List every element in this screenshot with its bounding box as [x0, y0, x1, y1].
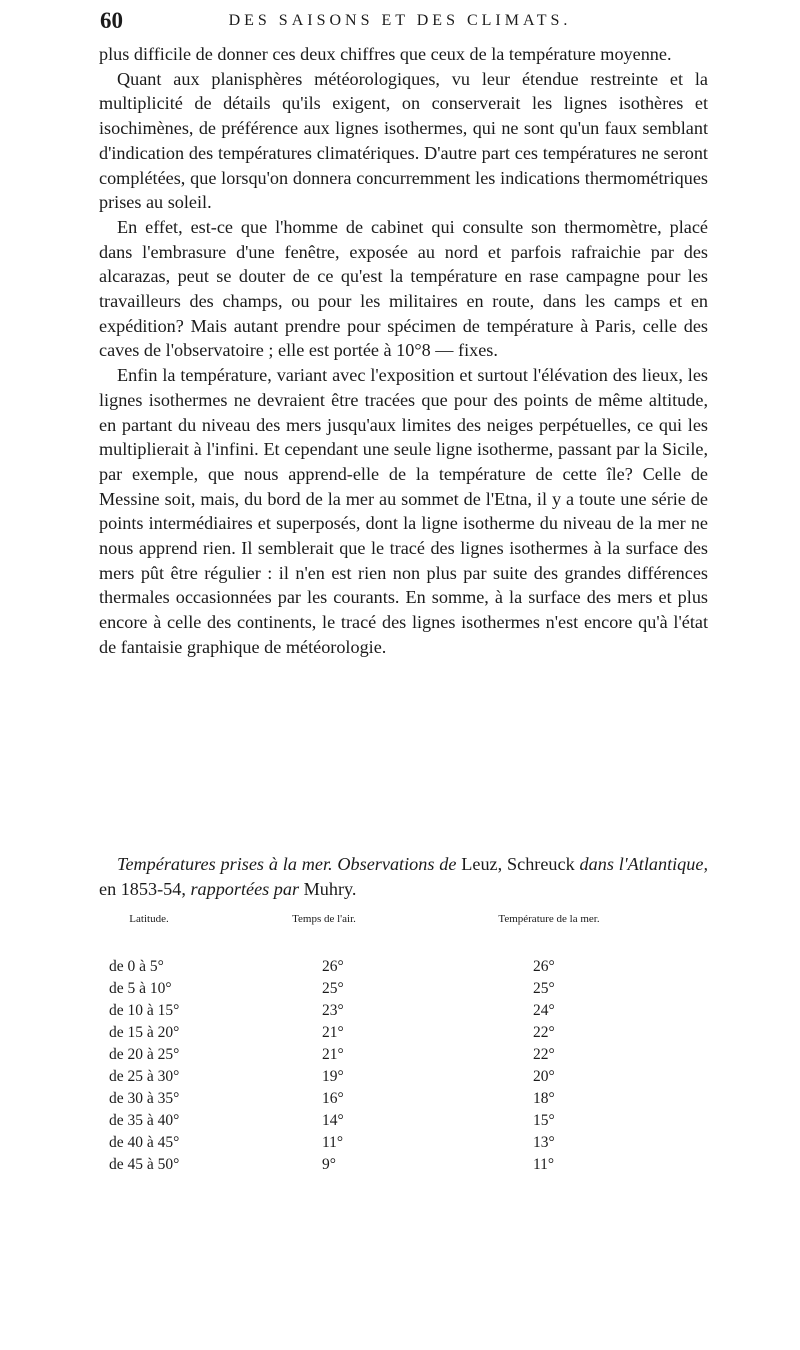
caption-source: Muhry.: [299, 878, 357, 899]
air-temp-cell: 23°: [322, 1002, 344, 1019]
air-temp-cell: 21°: [322, 1024, 344, 1041]
page-number: 60: [100, 8, 123, 33]
latitude-cell: de 5 à 10°: [109, 980, 172, 997]
air-temp-cell: 16°: [322, 1090, 344, 1107]
sea-temp-cell: 13°: [533, 1134, 555, 1151]
sea-temp-cell: 25°: [533, 980, 555, 997]
sea-temp-cell: 22°: [533, 1046, 555, 1063]
caption-italic-3: rapportées par: [190, 878, 300, 899]
column-header-latitude: Latitude.: [129, 913, 169, 925]
table-row: [99, 1134, 708, 1156]
latitude-cell: de 30 à 35°: [109, 1090, 180, 1107]
caption-authors: Leuz, Schreuck: [456, 854, 580, 874]
latitude-cell: de 20 à 25°: [109, 1046, 180, 1063]
air-temp-cell: 9°: [322, 1156, 336, 1173]
sea-temp-cell: 24°: [533, 1002, 555, 1019]
table-row: [99, 1024, 708, 1046]
sea-temp-cell: 22°: [533, 1024, 555, 1041]
sea-temp-cell: 15°: [533, 1112, 555, 1129]
table-caption: [99, 852, 708, 901]
table-row: [99, 1046, 708, 1068]
air-temp-cell: 19°: [322, 1068, 344, 1085]
air-temp-cell: 11°: [322, 1134, 344, 1151]
air-temp-cell: 26°: [322, 958, 344, 975]
paragraph-2: Quant aux planisphères météorologiques, vu leur étendue restreinte et la multiplicité de détails qu'ils exigent, on conserverait les lignes isothères et isochimènes, de préférence aux lignes isothermes, qui ne sont qu'un faux semblant d'indication des températures climatériques. D'autre part ces températures ne seront complétées, que lorsqu'on donnera concurremment les indications thermométriques prises au soleil.: [99, 68, 708, 213]
table-row: [99, 1002, 708, 1024]
sea-temp-cell: 18°: [533, 1090, 555, 1107]
table-row: [99, 1156, 708, 1178]
latitude-cell: de 15 à 20°: [109, 1024, 180, 1041]
paragraph-1: plus difficile de donner ces deux chiffres que ceux de la température moyenne.: [99, 44, 672, 64]
air-temp-cell: 21°: [322, 1046, 344, 1063]
air-temp-cell: 25°: [322, 980, 344, 997]
column-header-air: Temps de l'air.: [292, 913, 356, 925]
latitude-cell: de 45 à 50°: [109, 1156, 180, 1173]
paragraph-4: Enfin la température, variant avec l'exposition et surtout l'élévation des lieux, les lignes isothermes ne devraient être tracées que pour des points de même altitude, en partant du niveau des mers jusqu'aux limites des neiges perpétuelles, ce qui les multiplierait à l'infini. Et cependant une seule ligne isotherme, passant par la Sicile, par exemple, que nous apprend-elle de la température de cette île? Celle de Messine soit, mais, du bord de la mer au sommet de l'Etna, il y a toute une série de points intermédiaires et superposés, dont la ligne isotherme du niveau de la mer ne nous apprend rien. Il semblerait que le tracé des lignes isothermes à la surface des mers pût être régulier : il n'en est rien non plus par suite des grandes différences thermales occasionnées par les courants. En somme, à la surface des mers et plus encore à celle des continents, le tracé des lignes isothermes n'est encore qu'à l'état de fantaisie graphique de météorologie.: [99, 365, 708, 657]
caption-italic-2: dans l'Atlantique,: [579, 854, 708, 874]
page-header: [0, 0, 800, 44]
table-row: [99, 1090, 708, 1112]
body-text: [99, 42, 708, 660]
caption-years: en 1853-54,: [99, 878, 191, 899]
air-temp-cell: 14°: [322, 1112, 344, 1129]
table-row: [99, 1112, 708, 1134]
latitude-cell: de 35 à 40°: [109, 1112, 180, 1129]
sea-temp-cell: 26°: [533, 958, 555, 975]
sea-temp-cell: 20°: [533, 1068, 555, 1085]
latitude-cell: de 10 à 15°: [109, 1002, 180, 1019]
table-row: [99, 958, 708, 980]
sea-temp-cell: 11°: [533, 1156, 555, 1173]
caption-italic-1: Températures prises à la mer. Observations de: [117, 854, 457, 874]
table-row: [99, 1068, 708, 1090]
latitude-cell: de 0 à 5°: [109, 958, 164, 975]
latitude-cell: de 25 à 30°: [109, 1068, 180, 1085]
table-row: [99, 980, 708, 1002]
paragraph-3: En effet, est-ce que l'homme de cabinet qui consulte son thermomètre, placé dans l'embrasure d'une fenêtre, exposée au nord et parfois rafraichie par des alcarazas, peut se douter de ce qu'est la température en rase campagne pour les travailleurs des champs, ou pour les militaires en route, dans les camps et en expédition? Mais autant prendre pour spécimen de température à Paris, celle des caves de l'observatoire ; elle est portée à 10°8 — fixes.: [99, 216, 708, 361]
column-header-sea: Température de la mer.: [498, 913, 600, 925]
latitude-cell: de 40 à 45°: [109, 1134, 180, 1151]
running-head: DES SAISONS ET DES CLIMATS.: [228, 12, 572, 29]
